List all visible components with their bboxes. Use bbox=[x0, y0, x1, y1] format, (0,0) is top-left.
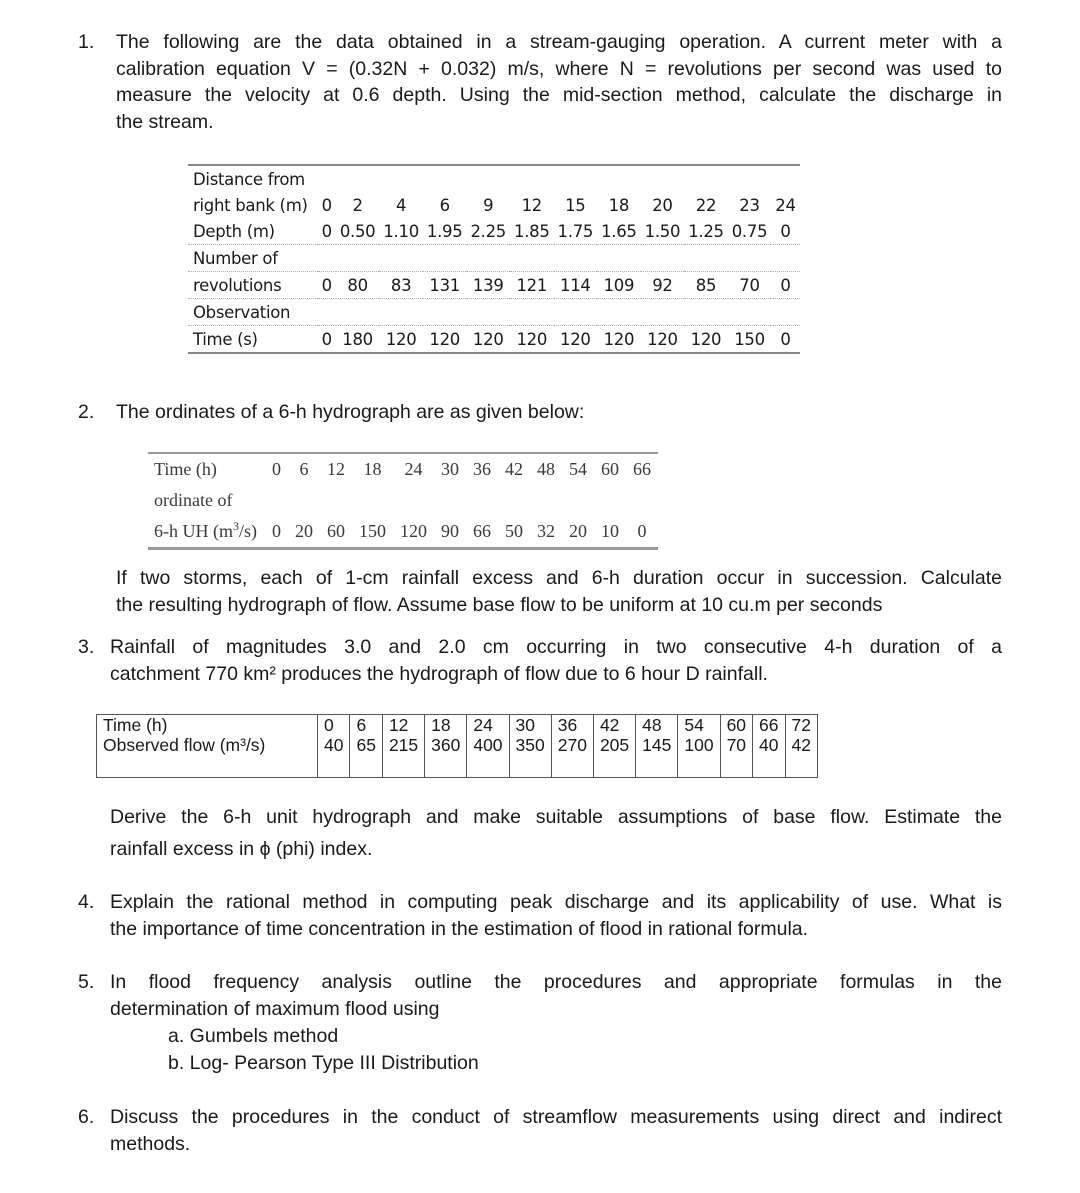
label-distance-a: Distance from bbox=[188, 165, 318, 192]
flow-value-cell: 40 bbox=[753, 735, 785, 778]
depth-cell: 1.50 bbox=[641, 218, 685, 245]
q4-number: 4. bbox=[78, 891, 95, 913]
depth-cell: 0.50 bbox=[336, 218, 380, 245]
uh-ordinate-cell: 20 bbox=[288, 516, 320, 549]
depth-cell: 0 bbox=[771, 218, 799, 245]
distance-cell: 23 bbox=[739, 195, 760, 215]
label-revolutions-a: Number of bbox=[188, 245, 318, 272]
uh-ordinate-cell: 20 bbox=[562, 516, 594, 549]
flow-time-cell: 54 bbox=[678, 715, 720, 736]
flow-value-cell: 270 bbox=[551, 735, 593, 778]
flow-time-cell: 66 bbox=[753, 715, 785, 736]
flow-value-cell: 145 bbox=[636, 735, 678, 778]
label-uh-ordinate-a: ordinate of bbox=[154, 490, 233, 510]
q1-text bbox=[116, 29, 1002, 135]
depth-cell: 1.25 bbox=[684, 218, 728, 245]
distance-row bbox=[188, 192, 800, 218]
flow-value-cell: 400 bbox=[467, 735, 509, 778]
revolutions-cell: 70 bbox=[728, 272, 772, 299]
uh-time-cell: 18 bbox=[352, 453, 393, 485]
label-revolutions-b: revolutions bbox=[188, 272, 318, 299]
revolutions-cell: 139 bbox=[466, 272, 510, 299]
label-time-b: Time (s) bbox=[188, 326, 318, 354]
distance-cell: 9 bbox=[483, 195, 494, 215]
flow-time-cell: 30 bbox=[509, 715, 551, 736]
distance-cell: 0 bbox=[321, 195, 332, 215]
q2-number: 2. bbox=[78, 401, 95, 423]
distance-cell: 6 bbox=[439, 195, 450, 215]
q4-line-2: the importance of time concentration in the estimation of flood in rational formula. bbox=[110, 917, 809, 940]
revolutions-cell: 83 bbox=[379, 272, 423, 299]
uh-ordinate-cell: 0 bbox=[265, 516, 288, 549]
depth-cell: 1.85 bbox=[510, 218, 554, 245]
depth-row bbox=[188, 218, 800, 245]
uh-ordinate-cell: 50 bbox=[498, 516, 530, 549]
q5-item-b: b. Log- Pearson Type III Distribution bbox=[168, 1052, 479, 1074]
q1-line-1: The following are the data obtained in a stream-gauging operation. A current meter with a bbox=[116, 31, 1002, 53]
flow-value-row bbox=[97, 735, 818, 778]
observation-time-cell: 120 bbox=[641, 326, 685, 354]
uh-time-cell: 12 bbox=[320, 453, 352, 485]
q2-intro: The ordinates of a 6-h hydrograph are as given below: bbox=[116, 401, 585, 423]
flow-value-cell: 40 bbox=[318, 735, 350, 778]
distance-cell: 2 bbox=[352, 195, 363, 215]
depth-cell: 1.65 bbox=[597, 218, 641, 245]
q3-after-text bbox=[110, 801, 1002, 865]
revolutions-cell: 85 bbox=[684, 272, 728, 299]
q1-line-4: the stream. bbox=[116, 110, 214, 133]
q5-line-1: In flood frequency analysis outline the procedures and appropriate formulas in the bbox=[110, 971, 1002, 993]
depth-cell: 2.25 bbox=[466, 218, 510, 245]
revolutions-cell: 0 bbox=[771, 272, 799, 299]
q5-line-2: determination of maximum flood using bbox=[110, 997, 440, 1020]
q2-text bbox=[116, 565, 1002, 618]
flow-time-cell: 60 bbox=[720, 715, 752, 736]
flow-value-cell: 350 bbox=[509, 735, 551, 778]
label-observed-flow: Observed flow (m³/s) bbox=[97, 735, 318, 778]
depth-cell: 0.75 bbox=[728, 218, 772, 245]
uh-time-cell: 66 bbox=[626, 453, 658, 485]
flow-value-cell: 100 bbox=[678, 735, 720, 778]
q5-text bbox=[110, 969, 1002, 1022]
revolutions-row bbox=[188, 272, 800, 299]
q5-number: 5. bbox=[78, 971, 95, 993]
uh-time-cell: 36 bbox=[466, 453, 498, 485]
q2-line-1: If two storms, each of 1-cm rainfall excess and 6-h duration occur in succession. Calculate bbox=[116, 567, 1002, 589]
q4-line-1: Explain the rational method in computing peak discharge and its applicability of use. What is bbox=[110, 891, 1002, 913]
flow-time-cell: 36 bbox=[551, 715, 593, 736]
observation-time-cell: 180 bbox=[336, 326, 380, 354]
revolutions-cell: 121 bbox=[510, 272, 554, 299]
distance-cell: 22 bbox=[695, 195, 717, 215]
flow-value-cell: 42 bbox=[785, 735, 817, 778]
flow-time-cell: 6 bbox=[350, 715, 382, 736]
label-depth: Depth (m) bbox=[188, 218, 318, 245]
flow-time-cell: 12 bbox=[382, 715, 424, 736]
flow-time-cell: 72 bbox=[785, 715, 817, 736]
label-distance-b: right bank (m) bbox=[193, 195, 308, 215]
q6-number: 6. bbox=[78, 1106, 95, 1128]
label-flow-time: Time (h) bbox=[97, 715, 318, 736]
flow-value-cell: 205 bbox=[593, 735, 635, 778]
label-time-a: Observation bbox=[188, 299, 318, 326]
uh-ordinate-cell: 150 bbox=[352, 516, 393, 549]
q6-text bbox=[110, 1104, 1002, 1157]
q1-line-2: calibration equation V = (0.32N + 0.032) m/s, where N = revolutions per second was used to bbox=[116, 57, 1002, 80]
uh-time-cell: 0 bbox=[265, 453, 288, 485]
q6-line-1: Discuss the procedures in the conduct of streamflow measurements using direct and indirect bbox=[110, 1106, 1002, 1128]
observation-time-cell: 0 bbox=[318, 326, 336, 354]
flow-time-cell: 0 bbox=[318, 715, 350, 736]
flow-value-cell: 70 bbox=[720, 735, 752, 778]
uh-time-cell: 6 bbox=[288, 453, 320, 485]
observation-time-cell: 120 bbox=[684, 326, 728, 354]
uh-time-cell: 60 bbox=[594, 453, 626, 485]
flow-time-cell: 18 bbox=[425, 715, 467, 736]
depth-cell: 0 bbox=[318, 218, 336, 245]
q3-after-line-2: rainfall excess in ϕ (phi) index. bbox=[110, 838, 373, 860]
stream-gauging-table bbox=[188, 164, 800, 354]
observation-time-cell: 120 bbox=[597, 326, 641, 354]
uh-time-cell: 24 bbox=[393, 453, 434, 485]
q5-item-a: a. Gumbels method bbox=[168, 1025, 339, 1047]
label-uh-ordinate-b: 6-h UH $(m^3/s)$ bbox=[148, 516, 265, 549]
flow-time-cell: 42 bbox=[593, 715, 635, 736]
distance-cell: 4 bbox=[396, 195, 407, 215]
distance-cell: 24 bbox=[775, 195, 796, 215]
revolutions-cell: 0 bbox=[318, 272, 336, 299]
unit-hydrograph-table bbox=[148, 452, 658, 550]
q3-after-line-1: Derive the 6-h unit hydrograph and make suitable assumptions of base flow. Estimate the bbox=[110, 806, 1002, 828]
flow-value-cell: 65 bbox=[350, 735, 382, 778]
observation-time-cell: 120 bbox=[423, 326, 467, 354]
flow-value-cell: 215 bbox=[382, 735, 424, 778]
uh-ordinate-cell: 90 bbox=[434, 516, 466, 549]
uh-time-cell: 42 bbox=[498, 453, 530, 485]
uh-ordinate-row bbox=[148, 516, 658, 549]
uh-ordinate-cell: 66 bbox=[466, 516, 498, 549]
depth-cell: 1.10 bbox=[379, 218, 423, 245]
distance-cell: 12 bbox=[521, 195, 542, 215]
revolutions-cell: 114 bbox=[554, 272, 598, 299]
uh-ordinate-cell: 120 bbox=[393, 516, 434, 549]
flow-time-cell: 24 bbox=[467, 715, 509, 736]
q3-number: 3. bbox=[78, 636, 95, 658]
uh-time-cell: 54 bbox=[562, 453, 594, 485]
observation-time-cell: 120 bbox=[510, 326, 554, 354]
q3-line-1: Rainfall of magnitudes 3.0 and 2.0 cm occurring in two consecutive 4-h duration of a bbox=[110, 636, 1002, 658]
observation-time-cell: 120 bbox=[466, 326, 510, 354]
q1-number: 1. bbox=[78, 31, 95, 53]
distance-cell: 15 bbox=[565, 195, 586, 215]
flow-value-cell: 360 bbox=[425, 735, 467, 778]
observation-time-cell: 120 bbox=[554, 326, 598, 354]
depth-cell: 1.95 bbox=[423, 218, 467, 245]
q3-line-2: catchment 770 km² produces the hydrograph of flow due to 6 hour D rainfall. bbox=[110, 662, 768, 685]
distance-cell: 18 bbox=[608, 195, 630, 215]
uh-time-cell: 30 bbox=[434, 453, 466, 485]
q2-line-2: the resulting hydrograph of flow. Assume base flow to be uniform at 10 cu.m per seconds bbox=[116, 593, 883, 616]
label-uh-time: Time (h) bbox=[148, 453, 265, 485]
depth-cell: 1.75 bbox=[554, 218, 598, 245]
uh-ordinate-cell: 32 bbox=[530, 516, 562, 549]
q3-text bbox=[110, 634, 1002, 687]
q1-line-3: measure the velocity at 0.6 depth. Using the mid-section method, calculate the discharge in bbox=[116, 84, 1002, 106]
revolutions-cell: 131 bbox=[423, 272, 467, 299]
uh-ordinate-cell: 10 bbox=[594, 516, 626, 549]
revolutions-cell: 80 bbox=[336, 272, 380, 299]
uh-time-cell: 48 bbox=[530, 453, 562, 485]
observation-time-cell: 120 bbox=[379, 326, 423, 354]
q6-line-2: methods. bbox=[110, 1132, 191, 1155]
uh-ordinate-cell: 60 bbox=[320, 516, 352, 549]
observation-time-cell: 0 bbox=[771, 326, 799, 354]
q4-text bbox=[110, 889, 1002, 942]
flow-time-cell: 48 bbox=[636, 715, 678, 736]
distance-cell: 20 bbox=[652, 195, 673, 215]
revolutions-cell: 92 bbox=[641, 272, 685, 299]
observation-time-cell: 150 bbox=[728, 326, 772, 354]
uh-ordinate-cell: 0 bbox=[626, 516, 658, 549]
observed-flow-table bbox=[96, 714, 818, 778]
flow-time-row bbox=[97, 715, 818, 736]
uh-time-row bbox=[148, 453, 658, 485]
revolutions-cell: 109 bbox=[597, 272, 641, 299]
observation-time-row bbox=[188, 326, 800, 354]
